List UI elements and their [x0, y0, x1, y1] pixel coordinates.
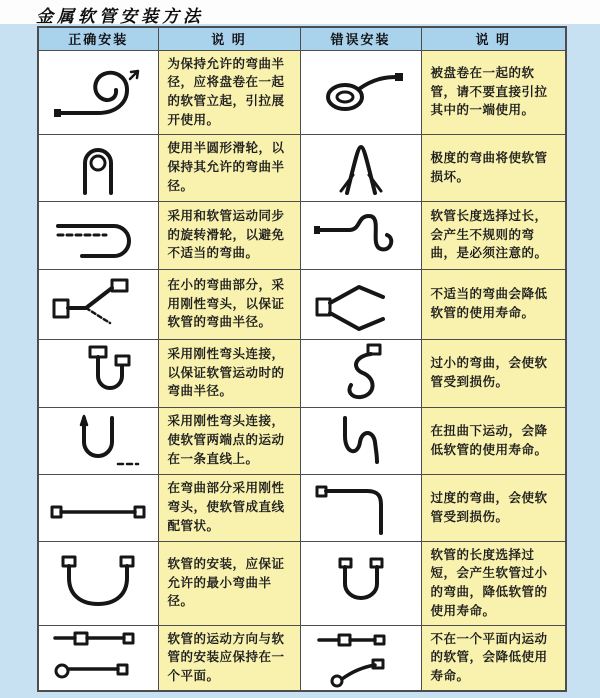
correct-description: 软管的运动方向与软管的安装应保持在一个平面。	[158, 625, 300, 691]
wrong-description: 不在一个平面内运动的软管，会降低使用寿命。	[421, 625, 566, 691]
table-background-panel	[0, 24, 600, 698]
correct-illustration-cell	[38, 339, 158, 407]
wrong-illustration-cell	[300, 407, 421, 474]
table-row	[38, 269, 566, 339]
page-title: 金属软管安装方法	[36, 7, 204, 26]
wrong-description: 软管的长度选择过短，会产生软管过小的弯曲，降低软管的使用寿命。	[421, 541, 566, 625]
wrong-illustration-cell	[300, 269, 421, 339]
correct-illustration-cell	[38, 474, 158, 541]
out-of-plane-hose-icon	[311, 627, 411, 689]
wrong-description: 在扭曲下运动，会降低软管的使用寿命。	[421, 407, 566, 474]
header-correct-install: 正确安装	[38, 27, 158, 50]
minimum-bend-radius-icon	[48, 552, 148, 614]
correct-description: 软管的安装，应保证允许的最小弯曲半径。	[158, 541, 300, 625]
wrong-description: 软管长度选择过长，会产生不规则的弯曲，是必须注意的。	[421, 201, 566, 269]
correct-description: 在弯曲部分采用刚性弯头，使软管成直线配管状。	[158, 474, 300, 541]
single-plane-installation-icon	[48, 627, 148, 689]
table-row	[38, 474, 566, 541]
overlong-irregular-bend-icon	[311, 204, 411, 266]
wrong-illustration-cell	[300, 541, 421, 625]
correct-illustration-cell	[38, 541, 158, 625]
synchronized-rotating-pulley-icon	[48, 204, 148, 266]
wrong-description: 极度的弯曲将使软管损坏。	[421, 134, 566, 201]
correct-description: 为保持允许的弯曲半径，应将盘卷在一起的软管立起，引拉展开使用。	[158, 50, 300, 134]
title-bar	[0, 0, 600, 24]
correct-illustration-cell	[38, 269, 158, 339]
correct-description: 采用刚性弯头连接，以保证软管运动时的弯曲半径。	[158, 339, 300, 407]
wrong-description: 过小的弯曲，会使软管受到损伤。	[421, 339, 566, 407]
header-wrong-explanation: 说 明	[421, 27, 566, 50]
header-correct-explanation: 说 明	[158, 27, 300, 50]
wrong-description: 被盘卷在一起的软管，请不要直接引拉其中的一端使用。	[421, 50, 566, 134]
correct-description: 使用半圆形滑轮，以保持其允许的弯曲半径。	[158, 134, 300, 201]
table-row	[38, 201, 566, 269]
correct-description: 采用刚性弯头连接，使软管两端点的运动在一条直线上。	[158, 407, 300, 474]
wrong-illustration-cell	[300, 474, 421, 541]
standing-coil-hose-icon	[48, 61, 148, 123]
header-row	[38, 27, 566, 50]
correct-illustration-cell	[38, 407, 158, 474]
wrong-illustration-cell	[300, 625, 421, 691]
wrong-illustration-cell	[300, 134, 421, 201]
table-row	[38, 625, 566, 691]
u-shape-inline-motion-icon	[48, 410, 148, 472]
wrong-description: 不适当的弯曲会降低软管的使用寿命。	[421, 269, 566, 339]
table-row	[38, 541, 566, 625]
wrong-illustration-cell	[300, 201, 421, 269]
straight-pipe-layout-icon	[48, 477, 148, 539]
table-row	[38, 134, 566, 201]
table-row	[38, 339, 566, 407]
wrong-illustration-cell	[300, 50, 421, 134]
correct-illustration-cell	[38, 625, 158, 691]
table-row	[38, 407, 566, 474]
installation-table	[37, 26, 567, 692]
correct-description: 在小的弯曲部分，采用刚性弯头，以保证软管的弯曲半径。	[158, 269, 300, 339]
wrong-description: 过度的弯曲，会使软管受到损伤。	[421, 474, 566, 541]
header-wrong-install: 错误安装	[300, 27, 421, 50]
correct-illustration-cell	[38, 201, 158, 269]
extreme-bend-hose-icon	[311, 137, 411, 199]
table-row	[38, 50, 566, 134]
rigid-elbow-small-bend-icon	[48, 273, 148, 335]
correct-illustration-cell	[38, 50, 158, 134]
wrong-illustration-cell	[300, 339, 421, 407]
pulled-coil-hose-icon	[311, 61, 411, 123]
semicircular-pulley-hose-icon	[48, 137, 148, 199]
improper-bend-hose-icon	[311, 273, 411, 335]
correct-description: 采用和软管运动同步的旋转滑轮，以避免不适当的弯曲。	[158, 201, 300, 269]
too-small-bend-hose-icon	[311, 342, 411, 404]
too-short-hose-icon	[311, 552, 411, 614]
rigid-elbow-connection-icon	[48, 342, 148, 404]
excessive-bend-hose-icon	[311, 477, 411, 539]
twisted-hose-icon	[311, 410, 411, 472]
correct-illustration-cell	[38, 134, 158, 201]
